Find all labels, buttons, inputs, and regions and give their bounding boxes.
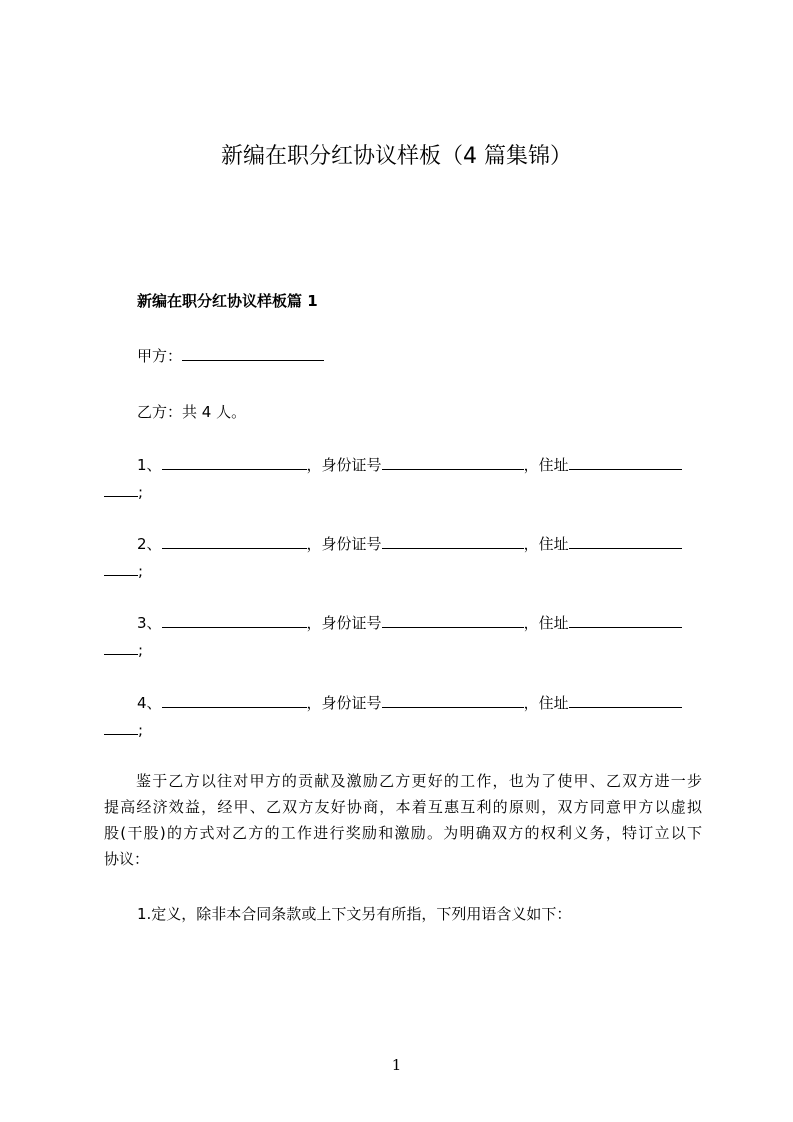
- member-line-1: [137, 454, 682, 475]
- paragraph-line: 鉴于乙方以往对甲方的贡献及激励乙方更好的工作，也为了使甲、乙双方进一步: [136, 772, 702, 790]
- member-name-blank[interactable]: [162, 612, 307, 628]
- member-address-blank-continued[interactable]: [104, 560, 138, 576]
- party-a-blank[interactable]: [182, 345, 324, 361]
- section-heading: 新编在职分红协议样板篇 1: [137, 292, 318, 310]
- member-address-label: ，住址: [523, 535, 569, 553]
- paragraph-line: 股(干股)的方式对乙方的工作进行奖励和激励。为明确双方的权利义务，特订立以下: [104, 824, 702, 842]
- member-line-end: ;: [138, 483, 144, 501]
- member-line-2: [137, 533, 682, 554]
- definition-clause: 1.定义，除非本合同条款或上下文另有所指，下列用语含义如下：: [137, 905, 572, 923]
- member-id-blank[interactable]: [382, 454, 524, 470]
- member-id-label: ，身份证号: [306, 535, 382, 553]
- member-number: 2、: [137, 535, 162, 553]
- member-address-label: ，住址: [523, 614, 569, 632]
- member-line-end: ;: [138, 641, 144, 659]
- member-address-blank[interactable]: [569, 612, 682, 628]
- member-name-blank[interactable]: [162, 454, 307, 470]
- paragraph-line: 提高经济效益，经甲、乙双方友好协商，本着互惠互利的原则，双方同意甲方以虚拟: [104, 798, 702, 816]
- member-address-blank-continued[interactable]: [104, 639, 138, 655]
- preamble-paragraph: [104, 768, 702, 872]
- member-address-blank-continued[interactable]: [104, 481, 138, 497]
- member-line-4: [137, 692, 682, 713]
- member-id-label: ，身份证号: [306, 614, 382, 632]
- member-line-1-continued: [104, 481, 143, 502]
- party-a-label: 甲方：: [137, 347, 183, 365]
- member-line-4-continued: [104, 719, 143, 740]
- party-b-line: 乙方：共 4 人。: [137, 403, 247, 421]
- member-address-blank[interactable]: [569, 533, 682, 549]
- member-address-blank[interactable]: [569, 692, 682, 708]
- member-name-blank[interactable]: [162, 533, 307, 549]
- member-address-blank[interactable]: [569, 454, 682, 470]
- member-id-blank[interactable]: [382, 692, 524, 708]
- member-address-blank-continued[interactable]: [104, 719, 138, 735]
- member-address-label: ，住址: [523, 456, 569, 474]
- party-a-line: [137, 345, 324, 366]
- page-number: 1: [391, 1056, 402, 1074]
- document-title: 新编在职分红协议样板（4 篇集锦）: [221, 144, 572, 169]
- member-number: 4、: [137, 694, 162, 712]
- member-line-3: [137, 612, 682, 633]
- member-line-2-continued: [104, 560, 143, 581]
- member-line-3-continued: [104, 639, 143, 660]
- member-name-blank[interactable]: [162, 692, 307, 708]
- member-id-label: ，身份证号: [306, 456, 382, 474]
- member-number: 1、: [137, 456, 162, 474]
- member-address-label: ，住址: [523, 694, 569, 712]
- member-number: 3、: [137, 614, 162, 632]
- member-id-label: ，身份证号: [306, 694, 382, 712]
- member-line-end: ;: [138, 721, 144, 739]
- member-id-blank[interactable]: [382, 612, 524, 628]
- paragraph-line: 协议：: [104, 850, 150, 868]
- member-line-end: ;: [138, 562, 144, 580]
- member-id-blank[interactable]: [382, 533, 524, 549]
